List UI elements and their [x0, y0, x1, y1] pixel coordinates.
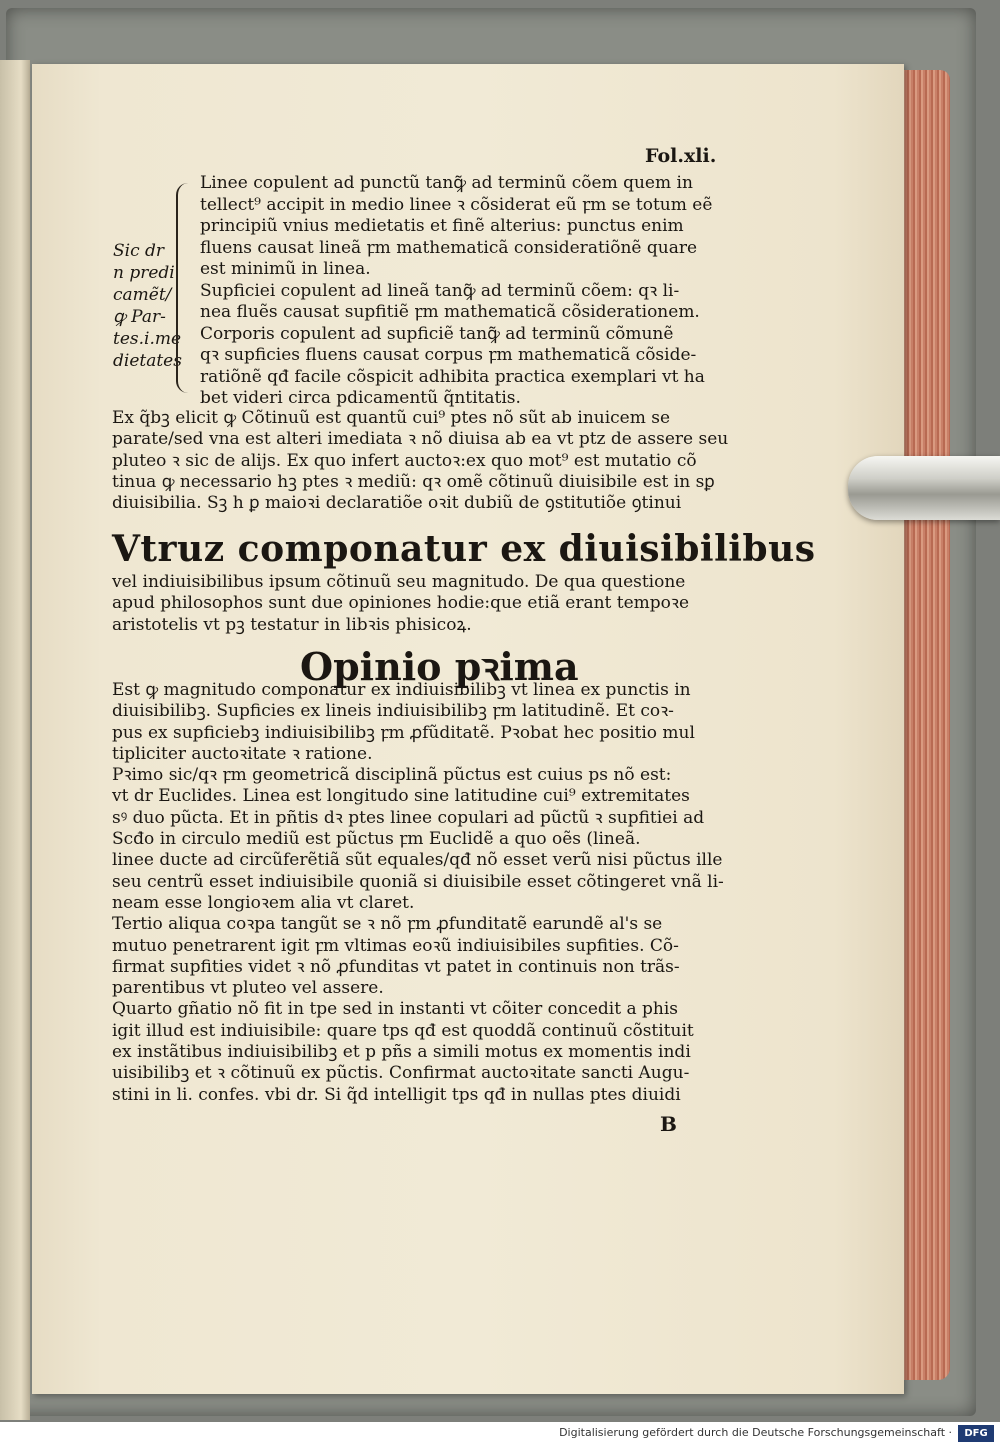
margin-note [113, 240, 182, 372]
text-line: Scđo in circulo mediũ est pũctus ꝼm Euclidẽ a quo oẽs (lineã. [112, 829, 641, 850]
margin-brace [176, 183, 192, 393]
paragraph-1 [112, 408, 728, 514]
glass-page-weight [848, 456, 1000, 520]
indented-block [200, 173, 712, 410]
margin-note-line: Sic dr [113, 241, 165, 261]
opinion-heading: Opinio pꝛima [300, 644, 579, 689]
text-line: Pꝛimo sic/qꝛ ꝼm geometricã disciplinã pũctus est cuius ps nõ est: [112, 765, 672, 786]
text-line: Linee copulent ad punctũ tanꝙ̃ ad terminũ cõem quem in [200, 173, 693, 193]
margin-note-line: camẽt/ [113, 285, 172, 305]
margin-note-line: ꝙ Par- [113, 307, 166, 327]
text-line: parentibus vt pluteo vel assere. [112, 978, 384, 999]
text-line: ex instãtibus indiuisibilibꝫ et p pñs a simili motus ex momentis indi [112, 1042, 691, 1063]
funding-credit: Digitalisierung gefördert durch die Deutsche Forschungsgemeinschaft · [559, 1426, 952, 1439]
text-line: pus ex supficiebꝫ indiuisibilibꝫ ꝼm ꝓfũditatẽ. Pꝛobat hec positio mul [112, 722, 695, 743]
text-line: parate/sed vna est alteri imediata ꝛ nõ diuisa ab ea vt ptz de assere seu [112, 429, 729, 450]
folio-number: Fol.xli. [645, 145, 717, 167]
text-line: tipliciter auctoꝛitate ꝛ ratione. [112, 743, 373, 764]
footer-bar [0, 1422, 1000, 1446]
margin-note-line: dietates [113, 351, 182, 371]
text-line: apud philosophos sunt due opiniones hodie:que etiã erant tempoꝛe [112, 593, 690, 614]
text-line: seu centrũ esset indiuisibile quoniã si diuisibile esset cõtingeret vnã li- [112, 871, 724, 892]
text-line: nea fluẽs causat supfitiẽ ꝼm mathematicã cõsiderationem. [200, 302, 700, 322]
text-line: tinua ꝙ necessario hꝫ ptes ꝛ mediũ: qꝛ omẽ cõtinuũ diuisibile est in sꝑ [112, 471, 715, 492]
text-line: neam esse longioꝛem alia vt claret. [112, 892, 415, 913]
text-line: diuisibilia. Sꝫ h ꝑ maioꝛi declaratiõe oꝛit dubiũ de ꝯstitutiõe ꝯtinui [112, 493, 682, 514]
text-line: Ex q̃bꝫ elicit ꝙ Cõtinuũ est quantũ cui⁹ ptes nõ sũt ab inuicem se [112, 408, 671, 428]
signature-mark: B [660, 1112, 677, 1136]
text-line: Quarto gñatio nõ fit in tpe sed in instanti vt cõiter concedit a phis [112, 999, 679, 1020]
text-line: bet videri circa pdicamentũ q̃ntitatis. [200, 388, 521, 408]
text-line: vt dr Euclides. Linea est longitudo sine latitudine cui⁹ extremitates [112, 786, 690, 807]
text-line: linee ducte ad circũferẽtiã sũt equales/qđ nõ esset verũ nisi pũctus ille [112, 850, 723, 871]
margin-note-line: n predi [113, 263, 175, 283]
text-line: Supficiei copulent ad lineã tanꝙ̃ ad terminũ cõem: qꝛ li- [200, 280, 680, 301]
text-line: pluteo ꝛ sic de alijs. Ex quo infert auctoꝛ:ex quo mot⁹ est mutatio cõ [112, 450, 697, 471]
text-line: mutuo penetrarent igit ꝼm vltimas eoꝛũ indiuisibiles supfities. Cõ- [112, 935, 679, 956]
text-line: fluens causat lineã ꝼm mathematicã consideratiõnẽ quare [200, 237, 698, 258]
text-line: diuisibilibꝫ. Supficies ex lineis indiuisibilibꝫ ꝼm latitudinẽ. Et coꝛ- [112, 701, 674, 722]
margin-note-line: tes.i.me [113, 329, 182, 349]
text-line: est minimũ in linea. [200, 259, 371, 279]
text-line: tellect⁹ accipit in medio linee ꝛ cõsiderat eũ ꝼm se totum eẽ [200, 194, 713, 215]
text-line: igit illud est indiuisibile: quare tps qđ est quoddã continuũ cõstituit [112, 1020, 694, 1041]
text-line: qꝛ supficies fluens causat corpus ꝼm mathematicã cõside- [200, 345, 697, 365]
text-line: principiũ vnius medietatis et finẽ alterius: punctus enim [200, 216, 684, 236]
paragraph-3 [112, 680, 724, 1106]
text-line: firmat supfities videt ꝛ nõ ꝓfunditas vt patet in continuis non trãs- [112, 956, 680, 977]
text-line: aristotelis vt pꝫ testatur in libꝛis phisicoꝝ. [112, 614, 472, 635]
text-line: uisibilibꝫ et ꝛ cõtinuũ ex pũctis. Confirmat auctoꝛitate sancti Augu- [112, 1063, 690, 1084]
section-heading: Vtruz componatur ex diuisibilibus [112, 528, 816, 570]
text-line: stini in li. confes. vbi dr. Si q̃d intelligit tps qđ in nullas ptes diuidi [112, 1084, 681, 1105]
dfg-logo: DFG [958, 1425, 994, 1442]
text-line: ratiõnẽ qđ facile cõspicit adhibita practica exemplari vt ha [200, 366, 705, 387]
text-line: sꝰ duo pũcta. Et in pñtis dꝛ ptes linee copulari ad pũctũ ꝛ supfitiei ad [112, 807, 705, 828]
paragraph-2 [112, 572, 689, 636]
left-page-edge [0, 60, 30, 1420]
text-line: vel indiuisibilibus ipsum cõtinuũ seu magnitudo. De qua questione [112, 572, 686, 592]
text-line: Corporis copulent ad supficiẽ tanꝙ̃ ad terminũ cõmunẽ [200, 323, 674, 344]
text-line: Tertio aliqua coꝛpa tangũt se ꝛ nõ ꝼm ꝓfunditatẽ earundẽ al's se [112, 914, 663, 935]
text-line: Est ꝙ magnitudo componatur ex indiuisibilibꝫ vt linea ex punctis in [112, 680, 691, 700]
